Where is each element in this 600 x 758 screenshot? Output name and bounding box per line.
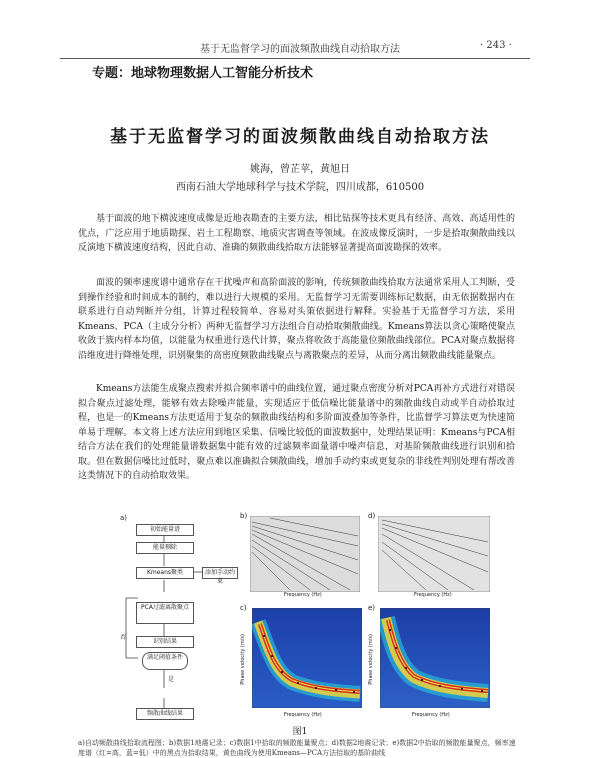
- paragraph-2: 面波的频率速度谱中通常存在干扰噪声和高阶面波的影响，传统频散曲线拾取方法通常采用人工判断，受到操作经验和时间成本的制约，难以进行大规模的采用。无监督学习无需要训练标记数据，由无依据数据内在联系进行自动判断并分组，计算过程较简单、容易对头策依据进行解释。实验基于无监督学习方法，采用Kmeans、PCA（主成分分析）两种无监督学习方法组合自动拾取频散曲线。Kmeans算法以贪心策略使聚点收敛于簇内样本均值，以能量为权重进行迭代计算，聚点将收敛于高能量位频散曲线部位。PCA对聚点数据将沿维度进行降维处理，识别聚集的高密度频散曲线聚点与离散聚点的差异，从而分离出频散曲线能量聚点。: [78, 278, 515, 361]
- flow-node-initial: 初始能量谱: [136, 524, 194, 536]
- panel-label-c: c): [240, 604, 247, 612]
- flow-yes-label: 是: [168, 676, 175, 683]
- flow-node-kmeans: Kmeans聚类: [136, 567, 194, 579]
- panel-label-e: e): [368, 604, 376, 612]
- section-title: 专题：地球物理数据人工智能分析技术: [92, 66, 314, 81]
- dispersion-image-1: [252, 608, 362, 708]
- panel-label-a: a): [120, 514, 128, 522]
- affiliation: 西南石油大学地球科学与技术学院，四川成都，610500: [175, 182, 425, 193]
- paper-title: 基于无监督学习的面波频散曲线自动拾取方法: [110, 127, 490, 147]
- running-header: [0, 38, 600, 58]
- paragraph-3: Kmeans方法能生成聚点搜索并拟合频率谱中的曲线位置，通过聚点密度分析对PCA再补方式进行对错误拟合聚点过滤处理，能够有效去除噪声能量，实现适应于低信噪比能量谱中的频散曲线自动或半自动拾取过程，也是一的Kmeans方法更适用于复杂的频散曲线结构和多阶面波叠加等条件，比监督学习算法更为快速简单易于理解。本文将上述方法应用到地区采集、信噪比较低的面波数据中，处理结果证明：Kmeans与PCA相结合方法在我们的处理能量谱数据集中能有效的过滤频率面量谱中噪声信息，对基阶频散曲线进行识别和拾取。但在数据信噪比过低时，聚点难以准确拟合频散曲线，增加手动约束或更复杂的非线性判别处理有帮改善这类情况下的自动拾取效果。: [78, 384, 515, 481]
- flow-node-final: 频散曲线结果: [136, 708, 194, 720]
- seismic-record-1: [250, 516, 360, 592]
- panel-b: [240, 512, 362, 600]
- panel-e: [368, 604, 494, 724]
- panel-d: [368, 512, 494, 600]
- flowchart-panel: [118, 512, 238, 724]
- running-title: 基于无监督学习的面波频散曲线自动拾取方法: [200, 44, 400, 55]
- panel-label-b: b): [240, 512, 248, 520]
- flow-node-pca: PCA过滤离散聚点: [136, 602, 194, 624]
- dispersion-image-2: [380, 608, 490, 708]
- panel-c: [240, 604, 366, 724]
- axis-xlabel-e: Frequency (Hz): [412, 712, 450, 718]
- axis-label-f: Frequency (Hz): [414, 592, 452, 598]
- flow-node-manual: 添加手动约束: [202, 567, 238, 579]
- axis-label-b: Frequency (Hz): [284, 592, 322, 598]
- figure-1: [118, 512, 494, 724]
- axis-ylabel-e: Phase velocity (m/s): [368, 634, 374, 685]
- axis-ylabel-c: Phase velocity (m/s): [240, 634, 246, 685]
- seismic-record-2: [378, 516, 490, 592]
- panel-label-f: f): [368, 596, 372, 602]
- figure-caption: a)自动频散曲线拾取流程图；b)数据1地震记录；c)数据1中拾取的频散能量聚点；d)数据2地震记录；e)数据2中拾取的频散能量聚点，频率速度谱（红=高，蓝=低）中的黑点为拾取结果，黄色曲线为使用Kmeans—PCA方法拾取的基阶曲线: [78, 739, 516, 757]
- authors: 姚海，曾芷苹，黄旭日: [250, 164, 350, 175]
- flow-node-removal: 能量剔除: [136, 542, 194, 554]
- figure-number: 图1: [292, 727, 308, 737]
- axis-xlabel-c: Frequency (Hz): [284, 712, 322, 718]
- panel-label-d: d): [368, 512, 376, 520]
- page-number: · 243 ·: [480, 40, 512, 51]
- header-rule: [60, 58, 530, 59]
- flow-node-threshold: 满足阈值条件: [142, 652, 188, 670]
- flow-node-result: 识别结果: [136, 636, 194, 648]
- flow-no-label: 否: [120, 634, 127, 641]
- paragraph-1: 基于面波的地下横波速度成像是近地表勘查的主要方法，相比钻探等技术更具有经济、高效、高适用性的优点，广泛应用于地质勘探、岩土工程勘察、地质灾害调查等领域。在波成像反演时，一步是拾取频散曲线以反演地下横波速度结构，因此自动、准确的频散曲线拾取方法能够显著提高面波勘探的效率。: [78, 214, 515, 253]
